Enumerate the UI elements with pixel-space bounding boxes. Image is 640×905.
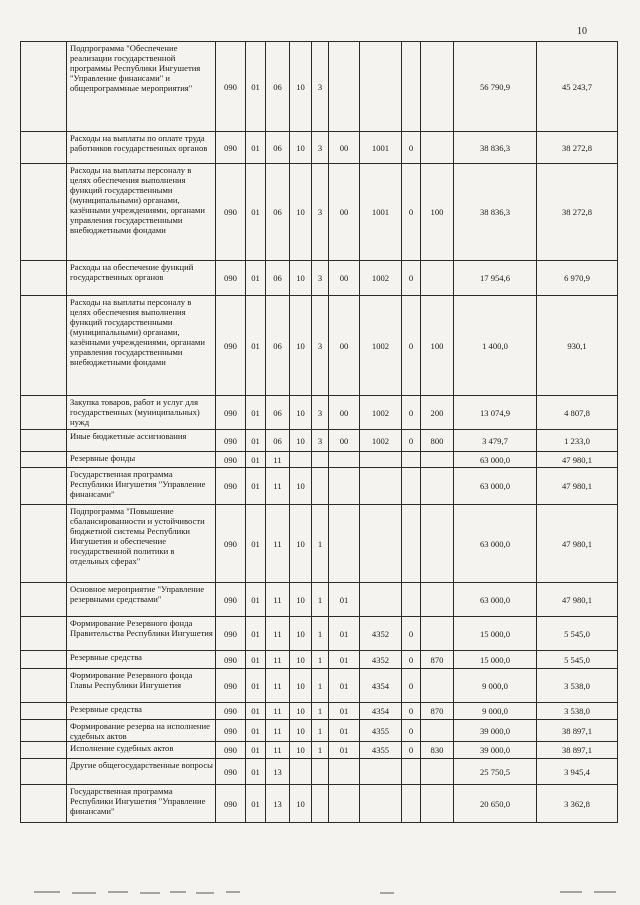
row-direction-suffix-cell bbox=[402, 468, 421, 505]
row-program-cell bbox=[290, 759, 312, 785]
row-blank-cell bbox=[21, 42, 67, 132]
row-subprogram-cell: 1 bbox=[312, 720, 329, 742]
row-blank-cell bbox=[21, 785, 67, 823]
row-amount-planned-cell: 15 000,0 bbox=[454, 651, 537, 669]
row-amount-executed-cell: 3 362,8 bbox=[537, 785, 618, 823]
row-amount-executed-cell: 3 538,0 bbox=[537, 703, 618, 720]
table-row bbox=[21, 720, 618, 742]
row-direction-cell: 1002 bbox=[360, 396, 402, 430]
row-direction-cell bbox=[360, 452, 402, 468]
row-subsection-cell: 11 bbox=[266, 720, 290, 742]
row-expense-type-cell bbox=[421, 669, 454, 703]
table-row bbox=[21, 396, 618, 430]
row-expense-type-cell bbox=[421, 720, 454, 742]
row-program-cell: 10 bbox=[290, 42, 312, 132]
row-subprogram-cell bbox=[312, 759, 329, 785]
row-program-cell: 10 bbox=[290, 396, 312, 430]
row-name-cell: Расходы на обеспечение функций государственных органов bbox=[67, 261, 216, 296]
row-subsection-cell: 13 bbox=[266, 759, 290, 785]
row-subprogram-cell: 3 bbox=[312, 164, 329, 261]
row-amount-executed-cell: 45 243,7 bbox=[537, 42, 618, 132]
row-subprogram-cell bbox=[312, 452, 329, 468]
row-name-cell: Иные бюджетные ассигнования bbox=[67, 430, 216, 452]
row-direction-suffix-cell bbox=[402, 583, 421, 617]
page-number: 10 bbox=[577, 26, 587, 37]
row-name-cell: Расходы на выплаты персоналу в целях обеспечения выполнения функций государственными (муниципальными) органами, казёнными учреждениями, органами управления государственными внебюджетными фондами bbox=[67, 164, 216, 261]
row-program-cell bbox=[290, 452, 312, 468]
row-event-cell: 01 bbox=[329, 720, 360, 742]
row-subprogram-cell: 1 bbox=[312, 651, 329, 669]
row-blank-cell bbox=[21, 430, 67, 452]
table-row bbox=[21, 703, 618, 720]
row-program-cell: 10 bbox=[290, 430, 312, 452]
row-expense-type-cell: 870 bbox=[421, 703, 454, 720]
row-subprogram-cell: 3 bbox=[312, 430, 329, 452]
row-admin-code-cell: 090 bbox=[216, 396, 246, 430]
row-subprogram-cell: 1 bbox=[312, 505, 329, 583]
row-section-cell: 01 bbox=[246, 617, 266, 651]
row-event-cell: 00 bbox=[329, 164, 360, 261]
row-expense-type-cell bbox=[421, 505, 454, 583]
row-amount-executed-cell: 47 980,1 bbox=[537, 468, 618, 505]
table-row bbox=[21, 296, 618, 396]
row-program-cell: 10 bbox=[290, 583, 312, 617]
row-direction-suffix-cell: 0 bbox=[402, 742, 421, 759]
row-direction-cell bbox=[360, 583, 402, 617]
scan-edge-marks bbox=[0, 886, 640, 898]
row-direction-suffix-cell: 0 bbox=[402, 720, 421, 742]
row-admin-code-cell: 090 bbox=[216, 583, 246, 617]
row-subprogram-cell: 3 bbox=[312, 396, 329, 430]
row-admin-code-cell: 090 bbox=[216, 42, 246, 132]
row-name-cell: Формирование резерва на исполнение судебных актов bbox=[67, 720, 216, 742]
row-expense-type-cell: 100 bbox=[421, 164, 454, 261]
row-amount-executed-cell: 38 897,1 bbox=[537, 720, 618, 742]
row-name-cell: Подпрограмма "Обеспечение реализации государственной программы Республики Ингушетия "Управление финансами" и общепрограммные мероприятия" bbox=[67, 42, 216, 132]
row-amount-executed-cell: 3 945,4 bbox=[537, 759, 618, 785]
row-amount-planned-cell: 63 000,0 bbox=[454, 505, 537, 583]
row-amount-planned-cell: 56 790,9 bbox=[454, 42, 537, 132]
row-direction-cell: 4354 bbox=[360, 703, 402, 720]
row-program-cell: 10 bbox=[290, 261, 312, 296]
row-section-cell: 01 bbox=[246, 742, 266, 759]
row-event-cell: 00 bbox=[329, 132, 360, 164]
row-direction-cell: 4354 bbox=[360, 669, 402, 703]
row-direction-cell bbox=[360, 42, 402, 132]
row-event-cell bbox=[329, 785, 360, 823]
row-amount-executed-cell: 38 272,8 bbox=[537, 164, 618, 261]
row-name-cell: Государственная программа Республики Ингушетия "Управление финансами" bbox=[67, 785, 216, 823]
row-amount-planned-cell: 63 000,0 bbox=[454, 452, 537, 468]
table-row bbox=[21, 505, 618, 583]
row-subsection-cell: 11 bbox=[266, 452, 290, 468]
row-program-cell: 10 bbox=[290, 651, 312, 669]
row-expense-type-cell bbox=[421, 132, 454, 164]
row-amount-executed-cell: 930,1 bbox=[537, 296, 618, 396]
row-blank-cell bbox=[21, 296, 67, 396]
row-event-cell: 01 bbox=[329, 583, 360, 617]
row-amount-executed-cell: 47 980,1 bbox=[537, 452, 618, 468]
row-event-cell bbox=[329, 468, 360, 505]
row-expense-type-cell bbox=[421, 583, 454, 617]
row-subsection-cell: 11 bbox=[266, 651, 290, 669]
row-name-cell: Закупка товаров, работ и услуг для государственных (муниципальных) нужд bbox=[67, 396, 216, 430]
row-admin-code-cell: 090 bbox=[216, 703, 246, 720]
row-event-cell: 01 bbox=[329, 617, 360, 651]
row-program-cell: 10 bbox=[290, 164, 312, 261]
row-program-cell: 10 bbox=[290, 468, 312, 505]
row-amount-executed-cell: 5 545,0 bbox=[537, 651, 618, 669]
row-expense-type-cell: 870 bbox=[421, 651, 454, 669]
row-subsection-cell: 11 bbox=[266, 505, 290, 583]
row-direction-suffix-cell: 0 bbox=[402, 617, 421, 651]
row-direction-suffix-cell bbox=[402, 505, 421, 583]
row-subsection-cell: 11 bbox=[266, 617, 290, 651]
row-direction-suffix-cell: 0 bbox=[402, 396, 421, 430]
row-admin-code-cell: 090 bbox=[216, 505, 246, 583]
row-admin-code-cell: 090 bbox=[216, 742, 246, 759]
row-blank-cell bbox=[21, 669, 67, 703]
row-subsection-cell: 06 bbox=[266, 430, 290, 452]
row-direction-suffix-cell: 0 bbox=[402, 430, 421, 452]
row-blank-cell bbox=[21, 261, 67, 296]
table-row bbox=[21, 468, 618, 505]
row-amount-planned-cell: 1 400,0 bbox=[454, 296, 537, 396]
row-event-cell: 00 bbox=[329, 430, 360, 452]
row-expense-type-cell: 200 bbox=[421, 396, 454, 430]
row-program-cell: 10 bbox=[290, 296, 312, 396]
row-event-cell: 00 bbox=[329, 296, 360, 396]
row-subprogram-cell: 3 bbox=[312, 296, 329, 396]
row-amount-executed-cell: 47 980,1 bbox=[537, 505, 618, 583]
row-section-cell: 01 bbox=[246, 261, 266, 296]
row-subsection-cell: 06 bbox=[266, 42, 290, 132]
row-subsection-cell: 11 bbox=[266, 583, 290, 617]
row-direction-cell: 4352 bbox=[360, 651, 402, 669]
row-name-cell: Расходы на выплаты по оплате труда работников государственных органов bbox=[67, 132, 216, 164]
row-section-cell: 01 bbox=[246, 583, 266, 617]
row-direction-suffix-cell: 0 bbox=[402, 132, 421, 164]
row-blank-cell bbox=[21, 164, 67, 261]
row-section-cell: 01 bbox=[246, 505, 266, 583]
row-name-cell: Формирование Резервного фонда Главы Республики Ингушетия bbox=[67, 669, 216, 703]
row-program-cell: 10 bbox=[290, 617, 312, 651]
row-blank-cell bbox=[21, 759, 67, 785]
row-blank-cell bbox=[21, 720, 67, 742]
row-program-cell: 10 bbox=[290, 669, 312, 703]
row-subsection-cell: 11 bbox=[266, 742, 290, 759]
row-section-cell: 01 bbox=[246, 669, 266, 703]
row-section-cell: 01 bbox=[246, 785, 266, 823]
row-event-cell bbox=[329, 759, 360, 785]
row-expense-type-cell: 830 bbox=[421, 742, 454, 759]
row-direction-suffix-cell bbox=[402, 759, 421, 785]
row-name-cell: Резервные фонды bbox=[67, 452, 216, 468]
row-blank-cell bbox=[21, 505, 67, 583]
table-row bbox=[21, 583, 618, 617]
row-amount-executed-cell: 47 980,1 bbox=[537, 583, 618, 617]
row-event-cell bbox=[329, 42, 360, 132]
row-amount-planned-cell: 39 000,0 bbox=[454, 720, 537, 742]
row-admin-code-cell: 090 bbox=[216, 651, 246, 669]
row-direction-cell: 1001 bbox=[360, 132, 402, 164]
row-subprogram-cell bbox=[312, 785, 329, 823]
row-section-cell: 01 bbox=[246, 703, 266, 720]
row-direction-suffix-cell bbox=[402, 42, 421, 132]
row-direction-cell bbox=[360, 759, 402, 785]
row-direction-cell: 1002 bbox=[360, 430, 402, 452]
row-program-cell: 10 bbox=[290, 720, 312, 742]
row-amount-planned-cell: 17 954,6 bbox=[454, 261, 537, 296]
row-amount-planned-cell: 38 836,3 bbox=[454, 132, 537, 164]
row-amount-executed-cell: 38 272,8 bbox=[537, 132, 618, 164]
row-blank-cell bbox=[21, 396, 67, 430]
row-direction-cell: 4355 bbox=[360, 720, 402, 742]
table-row bbox=[21, 759, 618, 785]
row-direction-suffix-cell: 0 bbox=[402, 651, 421, 669]
row-event-cell: 01 bbox=[329, 703, 360, 720]
row-direction-suffix-cell: 0 bbox=[402, 703, 421, 720]
row-amount-planned-cell: 3 479,7 bbox=[454, 430, 537, 452]
row-event-cell: 01 bbox=[329, 742, 360, 759]
row-direction-cell: 4352 bbox=[360, 617, 402, 651]
row-event-cell: 00 bbox=[329, 261, 360, 296]
row-expense-type-cell bbox=[421, 785, 454, 823]
row-admin-code-cell: 090 bbox=[216, 617, 246, 651]
row-expense-type-cell bbox=[421, 261, 454, 296]
row-admin-code-cell: 090 bbox=[216, 669, 246, 703]
row-admin-code-cell: 090 bbox=[216, 452, 246, 468]
row-program-cell: 10 bbox=[290, 742, 312, 759]
row-section-cell: 01 bbox=[246, 164, 266, 261]
row-direction-suffix-cell: 0 bbox=[402, 261, 421, 296]
row-subsection-cell: 06 bbox=[266, 261, 290, 296]
row-program-cell: 10 bbox=[290, 132, 312, 164]
row-admin-code-cell: 090 bbox=[216, 430, 246, 452]
row-name-cell: Исполнение судебных актов bbox=[67, 742, 216, 759]
table-row bbox=[21, 132, 618, 164]
row-amount-planned-cell: 63 000,0 bbox=[454, 583, 537, 617]
row-admin-code-cell: 090 bbox=[216, 132, 246, 164]
row-expense-type-cell bbox=[421, 468, 454, 505]
row-subprogram-cell: 1 bbox=[312, 669, 329, 703]
budget-table bbox=[20, 41, 618, 823]
row-subsection-cell: 06 bbox=[266, 132, 290, 164]
table-row bbox=[21, 742, 618, 759]
row-section-cell: 01 bbox=[246, 296, 266, 396]
row-expense-type-cell: 800 bbox=[421, 430, 454, 452]
row-amount-planned-cell: 38 836,3 bbox=[454, 164, 537, 261]
row-name-cell: Резервные средства bbox=[67, 651, 216, 669]
row-name-cell: Формирование Резервного фонда Правительства Республики Ингушетия bbox=[67, 617, 216, 651]
row-amount-planned-cell: 13 074,9 bbox=[454, 396, 537, 430]
row-subprogram-cell: 3 bbox=[312, 261, 329, 296]
row-amount-planned-cell: 9 000,0 bbox=[454, 703, 537, 720]
row-subsection-cell: 13 bbox=[266, 785, 290, 823]
row-direction-suffix-cell: 0 bbox=[402, 669, 421, 703]
row-event-cell bbox=[329, 505, 360, 583]
row-direction-cell: 1002 bbox=[360, 296, 402, 396]
row-subprogram-cell: 3 bbox=[312, 132, 329, 164]
row-blank-cell bbox=[21, 617, 67, 651]
row-direction-cell bbox=[360, 785, 402, 823]
table-row bbox=[21, 669, 618, 703]
row-subsection-cell: 06 bbox=[266, 164, 290, 261]
row-amount-executed-cell: 1 233,0 bbox=[537, 430, 618, 452]
row-name-cell: Расходы на выплаты персоналу в целях обеспечения выполнения функций государственными (муниципальными) органами, казёнными учреждениями, органами управления государственными внебюджетными фондами bbox=[67, 296, 216, 396]
row-section-cell: 01 bbox=[246, 759, 266, 785]
row-amount-executed-cell: 6 970,9 bbox=[537, 261, 618, 296]
row-section-cell: 01 bbox=[246, 132, 266, 164]
row-subprogram-cell: 1 bbox=[312, 703, 329, 720]
table-row bbox=[21, 785, 618, 823]
row-direction-suffix-cell bbox=[402, 785, 421, 823]
row-name-cell: Государственная программа Республики Ингушетия "Управление финансами" bbox=[67, 468, 216, 505]
row-direction-suffix-cell: 0 bbox=[402, 164, 421, 261]
row-amount-planned-cell: 20 650,0 bbox=[454, 785, 537, 823]
table-row bbox=[21, 430, 618, 452]
row-direction-cell bbox=[360, 468, 402, 505]
row-admin-code-cell: 090 bbox=[216, 759, 246, 785]
row-program-cell: 10 bbox=[290, 703, 312, 720]
row-section-cell: 01 bbox=[246, 720, 266, 742]
row-amount-executed-cell: 38 897,1 bbox=[537, 742, 618, 759]
row-program-cell: 10 bbox=[290, 505, 312, 583]
row-section-cell: 01 bbox=[246, 42, 266, 132]
row-program-cell: 10 bbox=[290, 785, 312, 823]
row-section-cell: 01 bbox=[246, 452, 266, 468]
row-event-cell: 01 bbox=[329, 669, 360, 703]
row-amount-planned-cell: 39 000,0 bbox=[454, 742, 537, 759]
row-event-cell bbox=[329, 452, 360, 468]
row-blank-cell bbox=[21, 583, 67, 617]
row-section-cell: 01 bbox=[246, 468, 266, 505]
row-subprogram-cell: 3 bbox=[312, 42, 329, 132]
row-expense-type-cell: 100 bbox=[421, 296, 454, 396]
row-admin-code-cell: 090 bbox=[216, 296, 246, 396]
row-section-cell: 01 bbox=[246, 430, 266, 452]
row-subsection-cell: 06 bbox=[266, 296, 290, 396]
row-expense-type-cell bbox=[421, 452, 454, 468]
row-blank-cell bbox=[21, 468, 67, 505]
row-direction-suffix-cell bbox=[402, 452, 421, 468]
row-expense-type-cell bbox=[421, 759, 454, 785]
row-subprogram-cell bbox=[312, 468, 329, 505]
row-subprogram-cell: 1 bbox=[312, 583, 329, 617]
row-blank-cell bbox=[21, 651, 67, 669]
row-amount-planned-cell: 9 000,0 bbox=[454, 669, 537, 703]
row-direction-cell: 4355 bbox=[360, 742, 402, 759]
row-direction-suffix-cell: 0 bbox=[402, 296, 421, 396]
row-blank-cell bbox=[21, 703, 67, 720]
row-blank-cell bbox=[21, 742, 67, 759]
row-expense-type-cell bbox=[421, 42, 454, 132]
row-subprogram-cell: 1 bbox=[312, 617, 329, 651]
row-section-cell: 01 bbox=[246, 651, 266, 669]
row-subsection-cell: 11 bbox=[266, 669, 290, 703]
row-amount-planned-cell: 15 000,0 bbox=[454, 617, 537, 651]
row-name-cell: Другие общегосударственные вопросы bbox=[67, 759, 216, 785]
row-subsection-cell: 06 bbox=[266, 396, 290, 430]
row-name-cell: Резервные средства bbox=[67, 703, 216, 720]
table-row bbox=[21, 261, 618, 296]
row-blank-cell bbox=[21, 132, 67, 164]
row-subsection-cell: 11 bbox=[266, 468, 290, 505]
row-section-cell: 01 bbox=[246, 396, 266, 430]
row-subsection-cell: 11 bbox=[266, 703, 290, 720]
row-name-cell: Основное мероприятие "Управление резервными средствами" bbox=[67, 583, 216, 617]
table-row bbox=[21, 651, 618, 669]
table-row bbox=[21, 164, 618, 261]
row-admin-code-cell: 090 bbox=[216, 785, 246, 823]
row-event-cell: 00 bbox=[329, 396, 360, 430]
row-admin-code-cell: 090 bbox=[216, 164, 246, 261]
row-admin-code-cell: 090 bbox=[216, 468, 246, 505]
row-name-cell: Подпрограмма "Повышение сбалансированности и устойчивости бюджетной системы Республики Ингушетия и обеспечение государственной политики в отдельных сферах" bbox=[67, 505, 216, 583]
table-row bbox=[21, 452, 618, 468]
row-event-cell: 01 bbox=[329, 651, 360, 669]
row-amount-executed-cell: 3 538,0 bbox=[537, 669, 618, 703]
row-admin-code-cell: 090 bbox=[216, 720, 246, 742]
row-expense-type-cell bbox=[421, 617, 454, 651]
row-direction-cell bbox=[360, 505, 402, 583]
table-row bbox=[21, 42, 618, 132]
row-amount-planned-cell: 25 750,5 bbox=[454, 759, 537, 785]
row-direction-cell: 1002 bbox=[360, 261, 402, 296]
row-amount-executed-cell: 4 807,8 bbox=[537, 396, 618, 430]
table-body bbox=[21, 42, 618, 823]
row-subprogram-cell: 1 bbox=[312, 742, 329, 759]
row-direction-cell: 1001 bbox=[360, 164, 402, 261]
table-row bbox=[21, 617, 618, 651]
row-admin-code-cell: 090 bbox=[216, 261, 246, 296]
row-amount-executed-cell: 5 545,0 bbox=[537, 617, 618, 651]
row-blank-cell bbox=[21, 452, 67, 468]
row-amount-planned-cell: 63 000,0 bbox=[454, 468, 537, 505]
